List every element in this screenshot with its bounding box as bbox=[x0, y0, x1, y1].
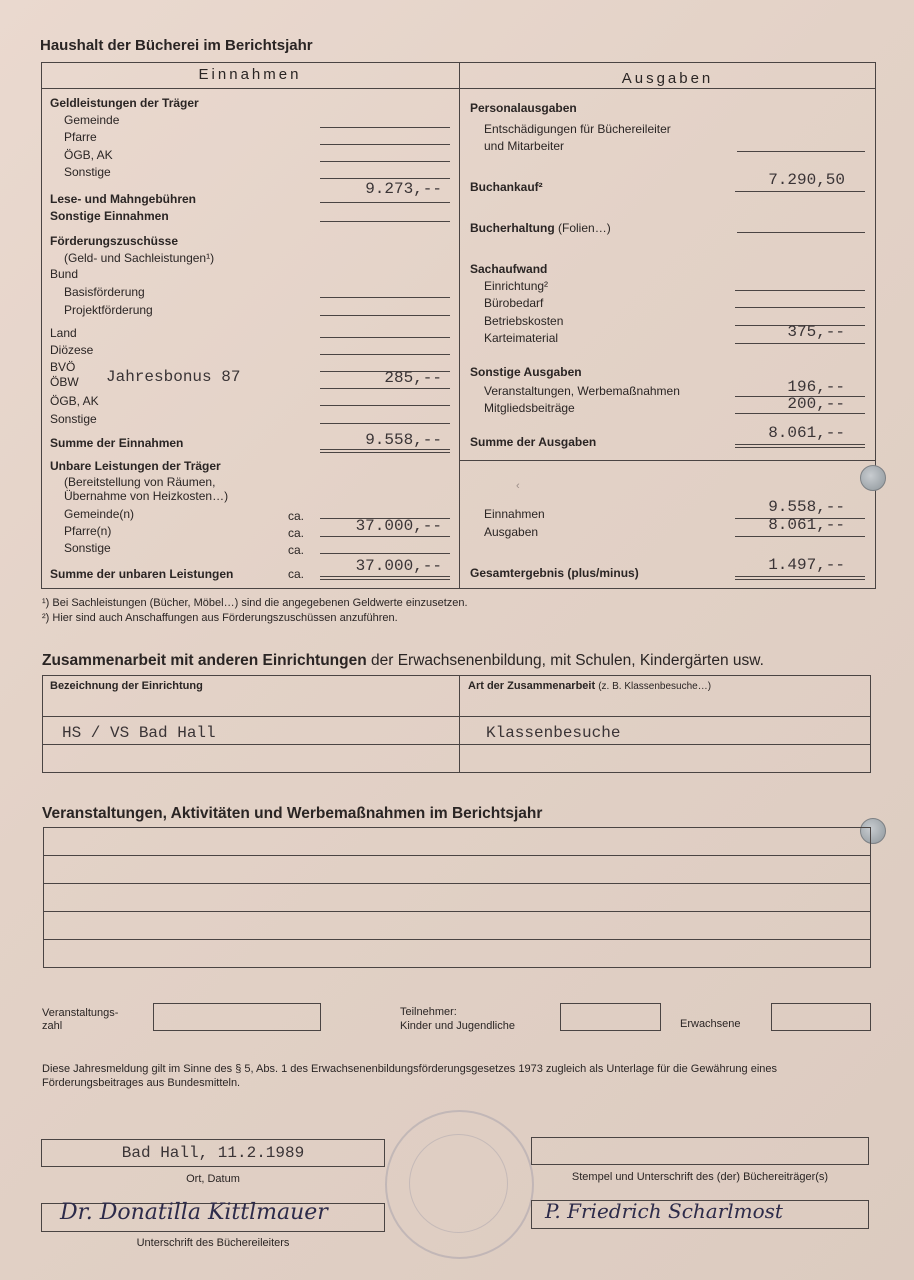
einnahmen-label: Einnahmen bbox=[484, 507, 545, 521]
lese-label: Lese- und Mahngebühren bbox=[50, 192, 197, 206]
summe-einnahmen-value: 9.558,-- bbox=[365, 431, 442, 449]
expense-header: Ausgaben bbox=[621, 70, 714, 87]
veranst-value: 196,-- bbox=[787, 378, 845, 396]
mitglied-value: 200,-- bbox=[787, 395, 845, 413]
adults-field[interactable] bbox=[771, 1003, 871, 1031]
summe-ausgaben-value: 8.061,-- bbox=[768, 424, 845, 442]
personal-heading: Personalausgaben bbox=[470, 101, 577, 115]
sonstige3-label: Sonstige bbox=[64, 541, 111, 555]
cooperation-col2: Art der Zusammenarbeit (z. B. Klassenbesuche…) bbox=[468, 680, 712, 692]
gesamt-value: 1.497,-- bbox=[768, 556, 845, 574]
sonstige-label: Sonstige bbox=[64, 165, 111, 179]
kartei-value: 375,-- bbox=[787, 323, 845, 341]
count-label-1: Veranstaltungs- bbox=[42, 1007, 119, 1019]
pfarren-label: Pfarre(n) bbox=[64, 524, 112, 538]
legal-text: Diese Jahresmeldung gilt im Sinne des § 5, Abs. 1 des Erwachsenenbildungsförderungsgesetzes 1973 zugleich als Unterlage für die Gewährung eines Förderungsbeitrages aus Bundesmitteln. bbox=[42, 1063, 777, 1089]
bucherhaltung-row bbox=[470, 221, 611, 235]
obw-note: Jahresbonus 87 bbox=[106, 368, 241, 386]
land-label: Land bbox=[50, 326, 77, 340]
gemeinden-label: Gemeinde(n) bbox=[64, 507, 135, 521]
footnote-2: ²) Hier sind auch Anschaffungen aus Förderungszuschüssen anzuführen. bbox=[42, 612, 398, 624]
unbar-sub2: Übernahme von Heizkosten…) bbox=[64, 489, 229, 503]
place-date-value: Bad Hall, 11.2.1989 bbox=[121, 1144, 305, 1162]
buchankauf-value: 7.290,50 bbox=[768, 171, 845, 189]
lese-value: 9.273,-- bbox=[365, 180, 442, 198]
budget-divider bbox=[459, 62, 460, 589]
stamp-seal bbox=[385, 1110, 534, 1259]
pfarren-value: 37.000,-- bbox=[355, 517, 442, 535]
footnote-1: ¹) Bei Sachleistungen (Bücher, Möbel…) sind die angegebenen Geldwerte einzusetzen. bbox=[42, 597, 468, 609]
obw-value: 285,-- bbox=[384, 369, 442, 387]
einrichtung-label: Einrichtung² bbox=[484, 279, 549, 293]
summe-ausgaben-label: Summe der Ausgaben bbox=[470, 435, 597, 449]
sonstige2-label: Sonstige bbox=[50, 412, 97, 426]
ausgaben-label: Ausgaben bbox=[484, 525, 539, 539]
cooperation-col1: Bezeichnung der Einrichtung bbox=[50, 680, 203, 692]
ca-4: ca. bbox=[288, 567, 305, 581]
einnahmen-value: 9.558,-- bbox=[768, 498, 845, 516]
gemeinde-label: Gemeinde bbox=[64, 113, 120, 127]
budget-title: Haushalt der Bücherei im Berichtsjahr bbox=[40, 37, 313, 54]
stamp-label: Stempel und Unterschrift des (der) Büchereiträger(s) bbox=[571, 1171, 829, 1183]
sachaufwand-heading: Sachaufwand bbox=[470, 262, 548, 276]
bucherhaltung-label: Bucherhaltung bbox=[470, 221, 555, 235]
cooperation-row-1-type: Klassenbesuche bbox=[486, 724, 621, 742]
entsch1-label: Entschädigungen für Büchereileiter bbox=[484, 122, 671, 136]
count-label-2: zahl bbox=[42, 1020, 63, 1032]
kartei-label: Karteimaterial bbox=[484, 331, 559, 345]
obw-label: ÖBW bbox=[50, 375, 79, 389]
oegb-label: ÖGB, AK bbox=[64, 148, 113, 162]
sonstige-ausgaben-heading: Sonstige Ausgaben bbox=[470, 365, 582, 379]
buerobedarf-label: Bürobedarf bbox=[484, 296, 544, 310]
form-page: Haushalt der Bücherei im Berichtsjahr Einnahmen Ausgaben Geldleistungen der Träger Gemeinde Pfarre ÖGB, AK Sonstige Lese- und Mahngebühren 9.273,-- Sonstige Einnahmen Förderungszuschüsse (Geld- und Sachleistungen¹) Bund Basisförderung Projektförderung Land Diözese BVÖ ÖBW Jahresbonus 87 285,-- ÖGB, AK Sonstige Summe der Einnahmen 9.558,-- Unbare Leistungen der Träger (Bereitstellung von Räumen, Übernahme von Heizkosten…) Gemeinde(n) ca. Pfarre(n) ca. 37.000,-- Sonstige ca. Summe der unbaren Leistungen ca. 37.000,-- Personalausgaben Entschädigungen für Büchereileiter und Mitarbeiter Buchankauf² 7.290,50 Bucherhaltung (Folien…) Sachaufwand Einrichtung² Bürobedarf Betriebskosten Karteimaterial 375,-- Sonstige Ausgaben Veranstaltungen, Werbemaßnahmen 196,-- Mitgliedsbeiträge 200,-- Summe der Ausgaben 8.061,-- ‹ Einnahmen 9.558,-- Ausgaben 8.061,-- Gesamtergebnis (plus/minus) 1.497,-- ¹) Bei Sachleistungen (Bücher, Möbel…) sind die angegebenen Geldwerte einzusetzen. ²) Hier sind auch Anschaffungen aus Förderungszuschüssen anzuführen. Zusammenarbeit mit anderen Einrichtungen der Erwachsenenbildung, mit Schulen, Kindergärten usw. Bezeichnung der Einrichtung Art der Zusammenarbeit (z. B. Klassenbesuche…) HS / VS Bad Hall Klassenbesuche Veranstaltungen, Aktivitäten und Werbemaßnahmen im Berichtsjahr Veranstaltungs- zahl Teilnehmer: Kinder und Jugendliche Erwachsene Diese Jahresmeldung gilt im Sinne des § 5, Abs. 1 des Erwachsenenbildungsförderungsgesetzes 1973 zugleich als Unterlage für die Gewährung eines Förderungsbeitrages aus Bundesmitteln. Bad Hall, 11.2.1989 Ort, Datum Stempel und Unterschrift des (der) Büchereiträger(s) Dr. Donatilla Kittlmauer Unterschrift des Büchereileiters P. Friedrich Scharlmost bbox=[0, 0, 914, 1280]
foerderung-heading: Förderungszuschüsse bbox=[50, 234, 179, 248]
ca-1: ca. bbox=[288, 509, 305, 523]
buchankauf-label: Buchankauf² bbox=[470, 180, 543, 194]
ca-3: ca. bbox=[288, 543, 305, 557]
bucherhaltung-note: (Folien…) bbox=[558, 221, 611, 235]
sonstige-einnahmen-label: Sonstige Einnahmen bbox=[50, 209, 169, 223]
count-field[interactable] bbox=[153, 1003, 321, 1031]
foerderung-sub: (Geld- und Sachleistungen¹) bbox=[64, 251, 215, 265]
ausgaben-value: 8.061,-- bbox=[768, 516, 845, 534]
entsch2-label: und Mitarbeiter bbox=[484, 139, 565, 153]
veranst-label: Veranstaltungen, Werbemaßnahmen bbox=[484, 384, 680, 398]
basis-label: Basisförderung bbox=[64, 285, 145, 299]
bund-label: Bund bbox=[50, 267, 79, 281]
mitglied-label: Mitgliedsbeiträge bbox=[484, 401, 575, 415]
betrieb-label: Betriebskosten bbox=[484, 314, 564, 328]
bvo-label: BVÖ bbox=[50, 360, 76, 374]
cooperation-title: Zusammenarbeit mit anderen Einrichtungen der Erwachsenenbildung, mit Schulen, Kindergärten usw. bbox=[42, 652, 764, 669]
ca-2: ca. bbox=[288, 526, 305, 540]
summe-unbar-value: 37.000,-- bbox=[355, 557, 442, 575]
participants-label-1: Teilnehmer: bbox=[400, 1006, 457, 1018]
traeger-signature: P. Friedrich Scharlmost bbox=[545, 1199, 783, 1223]
cooperation-row-1-name: HS / VS Bad Hall bbox=[62, 724, 216, 742]
events-title: Veranstaltungen, Aktivitäten und Werbemaßnahmen im Berichtsjahr bbox=[42, 805, 543, 822]
summe-einnahmen-label: Summe der Einnahmen bbox=[50, 436, 184, 450]
traeger-heading: Geldleistungen der Träger bbox=[50, 96, 199, 110]
oegb2-label: ÖGB, AK bbox=[50, 394, 99, 408]
stamp-field[interactable] bbox=[531, 1137, 869, 1165]
gesamt-label: Gesamtergebnis (plus/minus) bbox=[470, 566, 639, 580]
unbar-sub1: (Bereitstellung von Räumen, bbox=[64, 475, 216, 489]
leader-label: Unterschrift des Büchereileiters bbox=[136, 1237, 290, 1249]
events-table bbox=[43, 827, 871, 968]
income-header: Einnahmen bbox=[198, 66, 302, 83]
leader-signature: Dr. Donatilla Kittlmauer bbox=[60, 1200, 328, 1225]
participants-label-2: Kinder und Jugendliche bbox=[400, 1020, 515, 1032]
children-field[interactable] bbox=[560, 1003, 661, 1031]
unbar-heading: Unbare Leistungen der Träger bbox=[50, 459, 221, 473]
dioezese-label: Diözese bbox=[50, 343, 94, 357]
projekt-label: Projektförderung bbox=[64, 303, 153, 317]
pfarre-label: Pfarre bbox=[64, 130, 97, 144]
punch-hole-top bbox=[860, 465, 886, 491]
summe-unbar-label: Summe der unbaren Leistungen bbox=[50, 567, 234, 581]
adults-label: Erwachsene bbox=[680, 1018, 741, 1030]
place-date-label: Ort, Datum bbox=[186, 1173, 240, 1185]
